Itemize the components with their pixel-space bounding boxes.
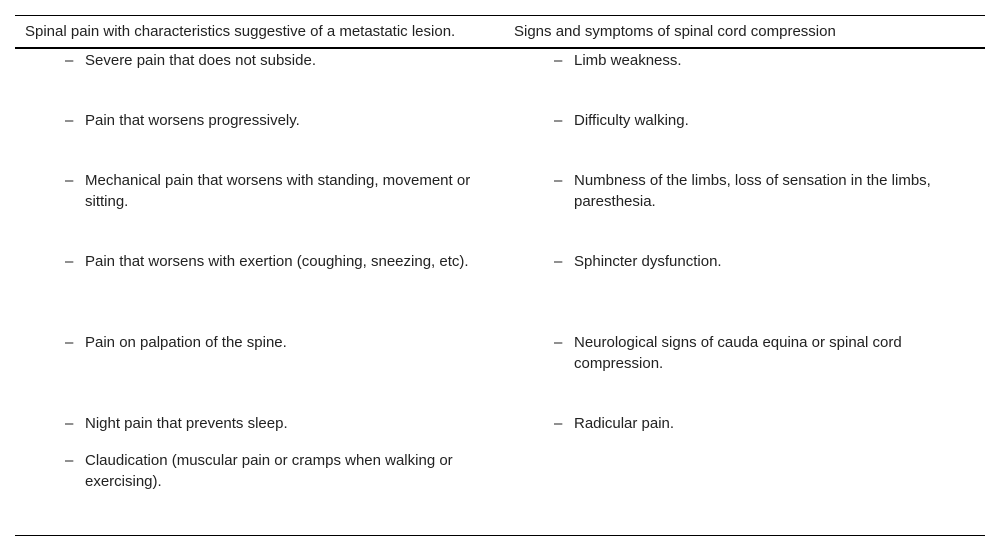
list-item-text: Pain that worsens progressively. <box>85 112 300 129</box>
list-item-text: Radicular pain. <box>574 415 675 432</box>
list-item-text: Pain on palpation of the spine. <box>85 334 287 351</box>
dash-bullet: – <box>65 452 74 469</box>
dash-bullet: – <box>554 52 563 69</box>
list-item-text: Claudication (muscular pain or cramps when walking or exercising). <box>85 452 453 490</box>
list-item-text: Limb weakness. <box>574 52 682 69</box>
dash-bullet: – <box>65 172 74 189</box>
list-item-text: Pain that worsens with exertion (coughing, sneezing, etc). <box>85 253 469 270</box>
dash-bullet: – <box>65 253 74 270</box>
dash-bullet: – <box>554 172 563 189</box>
list-item-text: Mechanical pain that worsens with standing, movement or sitting. <box>85 172 471 210</box>
list-item-text: Numbness of the limbs, loss of sensation in the limbs, paresthesia. <box>574 172 931 210</box>
table-bottom-rule <box>15 535 985 536</box>
dash-bullet: – <box>65 415 74 432</box>
list-item-text: Difficulty walking. <box>574 112 689 129</box>
table-top-rule <box>15 15 985 16</box>
dash-bullet: – <box>554 415 563 432</box>
list-item-text: Sphincter dysfunction. <box>574 253 722 270</box>
column-header-cord-compression: Signs and symptoms of spinal cord compression <box>514 23 836 40</box>
dash-bullet: – <box>65 112 74 129</box>
dash-bullet: – <box>554 112 563 129</box>
dash-bullet: – <box>65 52 74 69</box>
list-item-text: Night pain that prevents sleep. <box>85 415 288 432</box>
dash-bullet: – <box>65 334 74 351</box>
list-item-text: Neurological signs of cauda equina or spinal cord compression. <box>574 334 902 372</box>
dash-bullet: – <box>554 334 563 351</box>
list-item-text: Severe pain that does not subside. <box>85 52 316 69</box>
column-header-metastatic-pain: Spinal pain with characteristics suggestive of a metastatic lesion. <box>25 23 456 40</box>
dash-bullet: – <box>554 253 563 270</box>
table-header-rule <box>15 47 985 49</box>
